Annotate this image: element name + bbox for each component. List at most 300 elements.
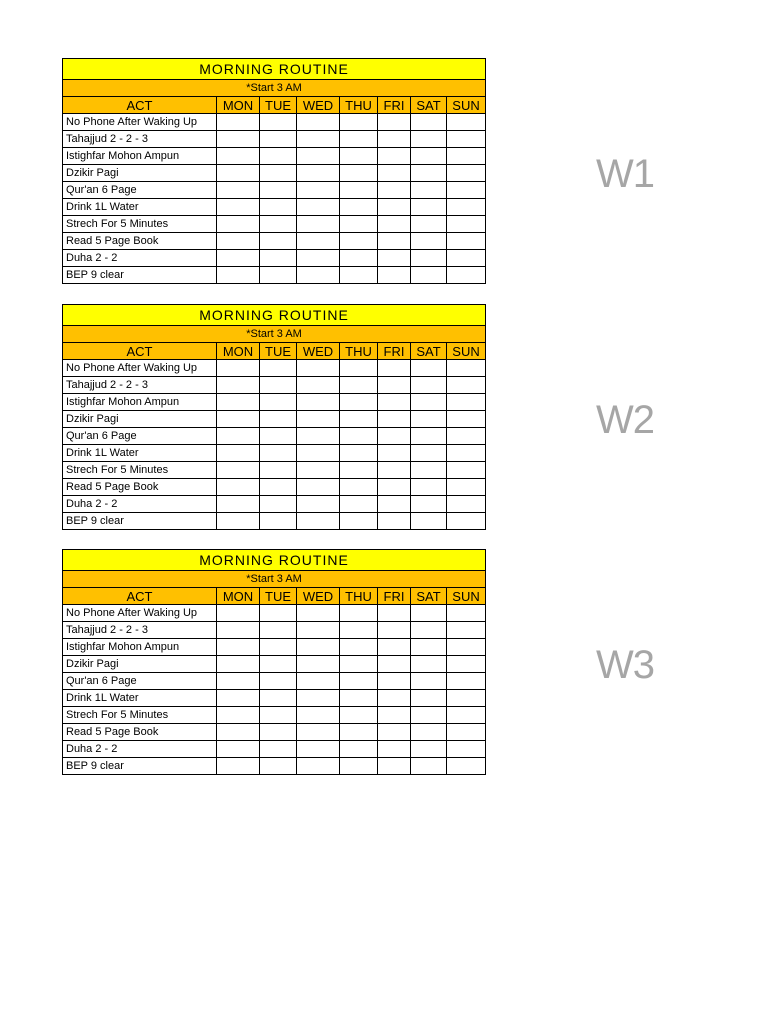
check-cell[interactable] [217, 267, 260, 284]
check-cell[interactable] [411, 707, 447, 724]
check-cell[interactable] [340, 639, 378, 656]
check-cell[interactable] [217, 250, 260, 267]
check-cell[interactable] [340, 199, 378, 216]
table-row [63, 673, 486, 690]
header-day: TUE [260, 588, 297, 605]
check-cell[interactable] [378, 131, 411, 148]
check-cell[interactable] [411, 513, 447, 530]
header-row [63, 97, 486, 114]
check-cell[interactable] [217, 758, 260, 775]
check-cell[interactable] [297, 707, 340, 724]
check-cell[interactable] [297, 513, 340, 530]
week-label: W3 [596, 643, 654, 687]
table-row [63, 605, 486, 622]
week-label: W2 [596, 398, 654, 442]
check-cell[interactable] [378, 690, 411, 707]
check-cell[interactable] [411, 114, 447, 131]
check-cell[interactable] [378, 360, 411, 377]
check-cell[interactable] [217, 377, 260, 394]
check-cell[interactable] [260, 690, 297, 707]
check-cell[interactable] [378, 605, 411, 622]
check-cell[interactable] [217, 656, 260, 673]
check-cell[interactable] [260, 131, 297, 148]
header-day: FRI [378, 343, 411, 360]
check-cell[interactable] [217, 182, 260, 199]
check-cell[interactable] [217, 199, 260, 216]
check-cell[interactable] [297, 758, 340, 775]
header-row [63, 588, 486, 605]
check-cell[interactable] [340, 131, 378, 148]
activity-label: Drink 1L Water [63, 199, 217, 216]
table-row [63, 377, 486, 394]
check-cell[interactable] [217, 233, 260, 250]
check-cell[interactable] [217, 165, 260, 182]
check-cell[interactable] [447, 131, 486, 148]
table-row [63, 267, 486, 284]
week-table-2 [62, 304, 486, 530]
check-cell[interactable] [340, 707, 378, 724]
check-cell[interactable] [260, 707, 297, 724]
header-day: SUN [447, 588, 486, 605]
check-cell[interactable] [411, 690, 447, 707]
activity-label: Duha 2 - 2 [63, 496, 217, 513]
check-cell[interactable] [297, 690, 340, 707]
routine-title: MORNING ROUTINE [63, 59, 486, 80]
check-cell[interactable] [340, 428, 378, 445]
table-row [63, 479, 486, 496]
check-cell[interactable] [447, 199, 486, 216]
activity-label: Drink 1L Water [63, 690, 217, 707]
header-day: THU [340, 343, 378, 360]
check-cell[interactable] [411, 639, 447, 656]
table-row [63, 639, 486, 656]
check-cell[interactable] [378, 394, 411, 411]
check-cell[interactable] [297, 216, 340, 233]
activity-label: No Phone After Waking Up [63, 360, 217, 377]
check-cell[interactable] [447, 513, 486, 530]
check-cell[interactable] [217, 411, 260, 428]
check-cell[interactable] [411, 394, 447, 411]
check-cell[interactable] [217, 428, 260, 445]
check-cell[interactable] [378, 199, 411, 216]
activity-label: Istighfar Mohon Ampun [63, 639, 217, 656]
activity-label: Tahajjud 2 - 2 - 3 [63, 131, 217, 148]
check-cell[interactable] [447, 250, 486, 267]
activity-label: Strech For 5 Minutes [63, 707, 217, 724]
activity-label: Read 5 Page Book [63, 724, 217, 741]
check-cell[interactable] [447, 656, 486, 673]
check-cell[interactable] [378, 479, 411, 496]
check-cell[interactable] [260, 216, 297, 233]
table-row [63, 250, 486, 267]
check-cell[interactable] [260, 741, 297, 758]
check-cell[interactable] [297, 724, 340, 741]
check-cell[interactable] [217, 216, 260, 233]
check-cell[interactable] [447, 639, 486, 656]
check-cell[interactable] [411, 148, 447, 165]
check-cell[interactable] [340, 216, 378, 233]
check-cell[interactable] [260, 622, 297, 639]
check-cell[interactable] [260, 165, 297, 182]
check-cell[interactable] [447, 496, 486, 513]
table-row [63, 148, 486, 165]
header-row [63, 343, 486, 360]
check-cell[interactable] [340, 724, 378, 741]
check-cell[interactable] [340, 360, 378, 377]
check-cell[interactable] [260, 411, 297, 428]
check-cell[interactable] [260, 479, 297, 496]
check-cell[interactable] [217, 707, 260, 724]
check-cell[interactable] [447, 690, 486, 707]
check-cell[interactable] [447, 233, 486, 250]
check-cell[interactable] [297, 445, 340, 462]
check-cell[interactable] [411, 741, 447, 758]
check-cell[interactable] [340, 479, 378, 496]
check-cell[interactable] [340, 758, 378, 775]
check-cell[interactable] [378, 216, 411, 233]
check-cell[interactable] [297, 114, 340, 131]
header-day: MON [217, 97, 260, 114]
table-row [63, 131, 486, 148]
week-table-3 [62, 549, 486, 775]
check-cell[interactable] [217, 622, 260, 639]
check-cell[interactable] [378, 445, 411, 462]
check-cell[interactable] [411, 605, 447, 622]
check-cell[interactable] [447, 182, 486, 199]
check-cell[interactable] [260, 394, 297, 411]
activity-label: Strech For 5 Minutes [63, 216, 217, 233]
activity-label: Tahajjud 2 - 2 - 3 [63, 377, 217, 394]
check-cell[interactable] [217, 673, 260, 690]
activity-label: Drink 1L Water [63, 445, 217, 462]
check-cell[interactable] [217, 639, 260, 656]
check-cell[interactable] [411, 724, 447, 741]
header-day: SUN [447, 343, 486, 360]
routine-table [62, 549, 486, 775]
check-cell[interactable] [447, 411, 486, 428]
table-row [63, 114, 486, 131]
check-cell[interactable] [411, 496, 447, 513]
check-cell[interactable] [378, 707, 411, 724]
check-cell[interactable] [260, 513, 297, 530]
check-cell[interactable] [340, 233, 378, 250]
activity-label: BEP 9 clear [63, 267, 217, 284]
check-cell[interactable] [217, 148, 260, 165]
check-cell[interactable] [378, 496, 411, 513]
check-cell[interactable] [378, 148, 411, 165]
check-cell[interactable] [411, 428, 447, 445]
check-cell[interactable] [340, 622, 378, 639]
table-row [63, 741, 486, 758]
check-cell[interactable] [378, 673, 411, 690]
check-cell[interactable] [447, 360, 486, 377]
table-row [63, 622, 486, 639]
check-cell[interactable] [217, 690, 260, 707]
check-cell[interactable] [260, 114, 297, 131]
check-cell[interactable] [297, 377, 340, 394]
check-cell[interactable] [217, 114, 260, 131]
check-cell[interactable] [411, 233, 447, 250]
check-cell[interactable] [340, 445, 378, 462]
header-day: SAT [411, 97, 447, 114]
check-cell[interactable] [411, 267, 447, 284]
check-cell[interactable] [217, 741, 260, 758]
header-day: TUE [260, 343, 297, 360]
week-table-1 [62, 58, 486, 284]
check-cell[interactable] [411, 445, 447, 462]
check-cell[interactable] [297, 411, 340, 428]
check-cell[interactable] [217, 360, 260, 377]
check-cell[interactable] [447, 673, 486, 690]
check-cell[interactable] [217, 131, 260, 148]
check-cell[interactable] [447, 741, 486, 758]
activity-label: BEP 9 clear [63, 513, 217, 530]
check-cell[interactable] [378, 656, 411, 673]
check-cell[interactable] [447, 394, 486, 411]
check-cell[interactable] [340, 165, 378, 182]
table-row [63, 411, 486, 428]
check-cell[interactable] [260, 360, 297, 377]
header-day: WED [297, 343, 340, 360]
activity-label: Istighfar Mohon Ampun [63, 148, 217, 165]
check-cell[interactable] [378, 114, 411, 131]
header-day: FRI [378, 97, 411, 114]
check-cell[interactable] [411, 673, 447, 690]
check-cell[interactable] [297, 428, 340, 445]
activity-label: Dzikir Pagi [63, 165, 217, 182]
check-cell[interactable] [297, 639, 340, 656]
activity-label: Read 5 Page Book [63, 233, 217, 250]
routine-title: MORNING ROUTINE [63, 305, 486, 326]
check-cell[interactable] [260, 199, 297, 216]
check-cell[interactable] [447, 605, 486, 622]
check-cell[interactable] [260, 673, 297, 690]
check-cell[interactable] [260, 496, 297, 513]
check-cell[interactable] [378, 639, 411, 656]
check-cell[interactable] [447, 267, 486, 284]
header-day: SAT [411, 343, 447, 360]
activity-label: Istighfar Mohon Ampun [63, 394, 217, 411]
check-cell[interactable] [260, 462, 297, 479]
check-cell[interactable] [447, 377, 486, 394]
check-cell[interactable] [411, 199, 447, 216]
check-cell[interactable] [297, 182, 340, 199]
check-cell[interactable] [340, 462, 378, 479]
check-cell[interactable] [217, 394, 260, 411]
header-day: MON [217, 588, 260, 605]
check-cell[interactable] [297, 605, 340, 622]
check-cell[interactable] [297, 622, 340, 639]
check-cell[interactable] [411, 165, 447, 182]
check-cell[interactable] [378, 182, 411, 199]
header-day: MON [217, 343, 260, 360]
activity-label: Dzikir Pagi [63, 411, 217, 428]
check-cell[interactable] [378, 377, 411, 394]
check-cell[interactable] [340, 673, 378, 690]
check-cell[interactable] [340, 182, 378, 199]
check-cell[interactable] [378, 513, 411, 530]
table-row [63, 724, 486, 741]
check-cell[interactable] [378, 233, 411, 250]
check-cell[interactable] [411, 656, 447, 673]
check-cell[interactable] [447, 707, 486, 724]
check-cell[interactable] [297, 462, 340, 479]
check-cell[interactable] [297, 199, 340, 216]
header-day: TUE [260, 97, 297, 114]
check-cell[interactable] [340, 741, 378, 758]
table-row [63, 199, 486, 216]
check-cell[interactable] [378, 462, 411, 479]
check-cell[interactable] [378, 267, 411, 284]
header-day: SUN [447, 97, 486, 114]
check-cell[interactable] [217, 724, 260, 741]
check-cell[interactable] [411, 479, 447, 496]
check-cell[interactable] [297, 394, 340, 411]
check-cell[interactable] [411, 462, 447, 479]
check-cell[interactable] [297, 496, 340, 513]
table-row [63, 394, 486, 411]
check-cell[interactable] [411, 131, 447, 148]
check-cell[interactable] [297, 673, 340, 690]
check-cell[interactable] [378, 741, 411, 758]
check-cell[interactable] [447, 622, 486, 639]
check-cell[interactable] [340, 513, 378, 530]
check-cell[interactable] [447, 114, 486, 131]
check-cell[interactable] [447, 428, 486, 445]
header-day: SAT [411, 588, 447, 605]
check-cell[interactable] [411, 216, 447, 233]
check-cell[interactable] [411, 411, 447, 428]
check-cell[interactable] [411, 758, 447, 775]
check-cell[interactable] [447, 148, 486, 165]
check-cell[interactable] [340, 250, 378, 267]
header-day: WED [297, 588, 340, 605]
check-cell[interactable] [297, 233, 340, 250]
activity-label: Tahajjud 2 - 2 - 3 [63, 622, 217, 639]
check-cell[interactable] [297, 148, 340, 165]
header-day: WED [297, 97, 340, 114]
header-act: ACT [63, 97, 217, 114]
check-cell[interactable] [297, 360, 340, 377]
check-cell[interactable] [217, 462, 260, 479]
check-cell[interactable] [297, 479, 340, 496]
routine-table [62, 304, 486, 530]
check-cell[interactable] [340, 496, 378, 513]
check-cell[interactable] [378, 250, 411, 267]
activity-label: Qur'an 6 Page [63, 182, 217, 199]
check-cell[interactable] [297, 267, 340, 284]
check-cell[interactable] [297, 165, 340, 182]
check-cell[interactable] [260, 445, 297, 462]
check-cell[interactable] [378, 428, 411, 445]
activity-label: Qur'an 6 Page [63, 428, 217, 445]
header-act: ACT [63, 588, 217, 605]
routine-subtitle: *Start 3 AM [63, 571, 486, 588]
check-cell[interactable] [447, 479, 486, 496]
check-cell[interactable] [378, 165, 411, 182]
table-row [63, 428, 486, 445]
activity-label: Duha 2 - 2 [63, 250, 217, 267]
check-cell[interactable] [340, 656, 378, 673]
routine-subtitle: *Start 3 AM [63, 326, 486, 343]
check-cell[interactable] [447, 758, 486, 775]
table-row [63, 707, 486, 724]
check-cell[interactable] [260, 267, 297, 284]
check-cell[interactable] [378, 411, 411, 428]
check-cell[interactable] [340, 690, 378, 707]
table-row [63, 360, 486, 377]
check-cell[interactable] [260, 377, 297, 394]
check-cell[interactable] [217, 479, 260, 496]
check-cell[interactable] [297, 131, 340, 148]
activity-label: Duha 2 - 2 [63, 741, 217, 758]
table-row [63, 758, 486, 775]
activity-label: BEP 9 clear [63, 758, 217, 775]
table-row [63, 513, 486, 530]
check-cell[interactable] [411, 182, 447, 199]
check-cell[interactable] [411, 250, 447, 267]
check-cell[interactable] [378, 622, 411, 639]
header-act: ACT [63, 343, 217, 360]
table-row [63, 496, 486, 513]
activity-label: Dzikir Pagi [63, 656, 217, 673]
check-cell[interactable] [378, 724, 411, 741]
check-cell[interactable] [340, 605, 378, 622]
check-cell[interactable] [340, 394, 378, 411]
check-cell[interactable] [447, 216, 486, 233]
check-cell[interactable] [260, 724, 297, 741]
activity-label: No Phone After Waking Up [63, 605, 217, 622]
check-cell[interactable] [260, 148, 297, 165]
check-cell[interactable] [378, 758, 411, 775]
check-cell[interactable] [297, 656, 340, 673]
check-cell[interactable] [447, 445, 486, 462]
check-cell[interactable] [447, 724, 486, 741]
check-cell[interactable] [260, 639, 297, 656]
check-cell[interactable] [340, 267, 378, 284]
check-cell[interactable] [217, 496, 260, 513]
check-cell[interactable] [447, 462, 486, 479]
activity-label: Strech For 5 Minutes [63, 462, 217, 479]
check-cell[interactable] [297, 741, 340, 758]
table-row [63, 462, 486, 479]
check-cell[interactable] [217, 513, 260, 530]
check-cell[interactable] [411, 377, 447, 394]
table-row [63, 690, 486, 707]
table-row [63, 656, 486, 673]
activity-label: Read 5 Page Book [63, 479, 217, 496]
check-cell[interactable] [260, 605, 297, 622]
check-cell[interactable] [411, 622, 447, 639]
check-cell[interactable] [447, 165, 486, 182]
check-cell[interactable] [260, 758, 297, 775]
check-cell[interactable] [340, 148, 378, 165]
check-cell[interactable] [217, 445, 260, 462]
check-cell[interactable] [297, 250, 340, 267]
check-cell[interactable] [260, 250, 297, 267]
activity-label: Qur'an 6 Page [63, 673, 217, 690]
check-cell[interactable] [411, 360, 447, 377]
check-cell[interactable] [340, 114, 378, 131]
table-row [63, 233, 486, 250]
check-cell[interactable] [340, 377, 378, 394]
check-cell[interactable] [260, 182, 297, 199]
check-cell[interactable] [217, 605, 260, 622]
check-cell[interactable] [260, 428, 297, 445]
check-cell[interactable] [260, 656, 297, 673]
check-cell[interactable] [260, 233, 297, 250]
check-cell[interactable] [340, 411, 378, 428]
